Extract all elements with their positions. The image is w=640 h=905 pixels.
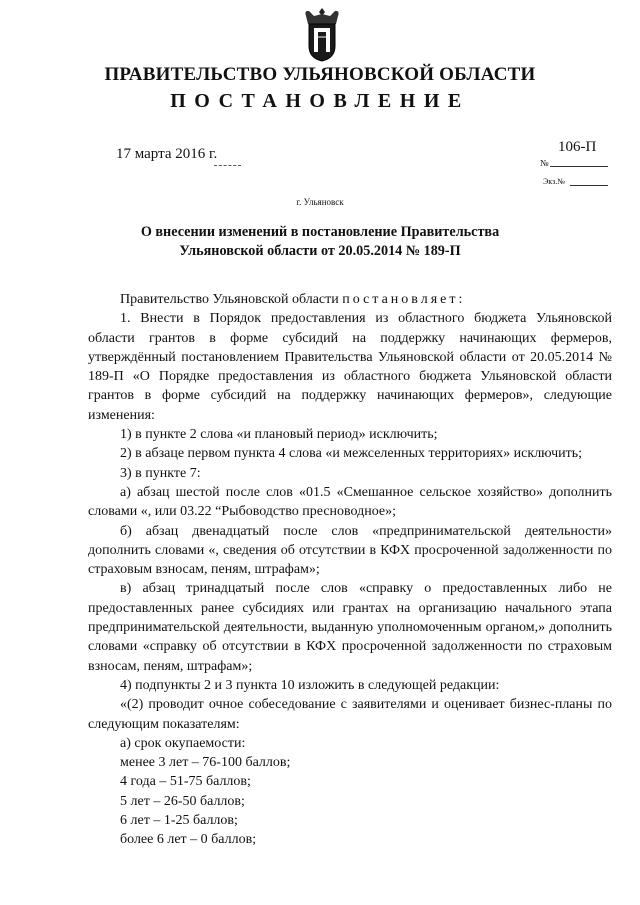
- government-title: ПРАВИТЕЛЬСТВО УЛЬЯНОВСКОЙ ОБЛАСТИ: [104, 64, 536, 85]
- intro-prefix: Правительство Ульяновской области: [120, 292, 343, 307]
- date-underline: [214, 165, 241, 166]
- paragraph-10: а) срок окупаемости:: [120, 735, 246, 751]
- paragraph-6: б) абзац двенадцатый после слов «предпринимательской деятельности» дополнить словами «, сведения об отсутствии в КФХ просроченной задолженности по страховым взносам, пеням, штрафам»;: [88, 523, 612, 578]
- list-item: 5 лет – 26-50 баллов;: [120, 793, 245, 809]
- paragraph-7: в) абзац тринадцатый после слов «справку о предоставленных либо не предоставленных ранее субсидиях или грантах на организацию начального этапа предпринимательской деятельности, выданную уполномоченным органом,» дополнить словами «справку об отсутствии в КФХ просроченной задолженности по страховым взносам, пеням, штрафам»;: [88, 581, 612, 674]
- list-item: менее 3 лет – 76-100 баллов;: [120, 755, 291, 771]
- paragraph-2: 1) в пункте 2 слова «и плановый период» исключить;: [120, 427, 438, 443]
- intro-paragraph: [88, 290, 612, 309]
- intro-resolves: постановляет: [342, 292, 459, 307]
- paragraph-4: 3) в пункте 7:: [120, 465, 201, 481]
- copy-number-underline: [570, 185, 608, 186]
- document-type-title: ПОСТАНОВЛЕНИЕ: [170, 90, 470, 112]
- number-underline: [550, 166, 608, 167]
- heading-line-1: О внесении изменений в постановление Правительства: [140, 224, 500, 240]
- intro-suffix: :: [458, 292, 463, 307]
- document-heading: [120, 223, 520, 261]
- heading-line-2: Ульяновской области от 20.05.2014 № 189-П: [179, 243, 461, 259]
- document-number: 106-П: [558, 139, 597, 155]
- paragraph-1: 1. Внести в Порядок предоставления из областного бюджета Ульяновской области грантов в форме субсидий на поддержку начинающих фермеров, утверждённый постановлением Правительства Ульяновской области от 20.05.2014 № 189-П «О Порядке предоставления из областного бюджета Ульяновской области грантов в форме субсидий на поддержку начинающих фермеров», следующие изменения:: [88, 311, 612, 423]
- number-label: №: [540, 158, 549, 168]
- document-body: [88, 290, 612, 850]
- paragraph-5: а) абзац шестой после слов «01.5 «Смешанное сельское хозяйство» дополнить словами «, или 03.22 “Рыбоводство пресноводное»;: [88, 484, 612, 520]
- paragraph-8: 4) подпункты 2 и 3 пункта 10 изложить в следующей редакции:: [120, 677, 500, 693]
- document-date: 17 марта 2016 г.: [116, 146, 218, 162]
- city-name: г. Ульяновск: [296, 197, 344, 207]
- coat-of-arms-icon: [300, 6, 344, 62]
- list-item: 4 года – 51-75 баллов;: [120, 774, 251, 790]
- copy-number-label: Экз.№: [543, 177, 565, 186]
- paragraph-9: «(2) проводит очное собеседование с заявителями и оценивает бизнес-планы по следующим показателям:: [88, 697, 612, 732]
- list-item: 6 лет – 1-25 баллов;: [120, 813, 238, 829]
- list-item: более 6 лет – 0 баллов;: [120, 832, 257, 848]
- paragraph-3: 2) в абзаце первом пункта 4 слова «и межселенных территориях» исключить;: [120, 446, 583, 462]
